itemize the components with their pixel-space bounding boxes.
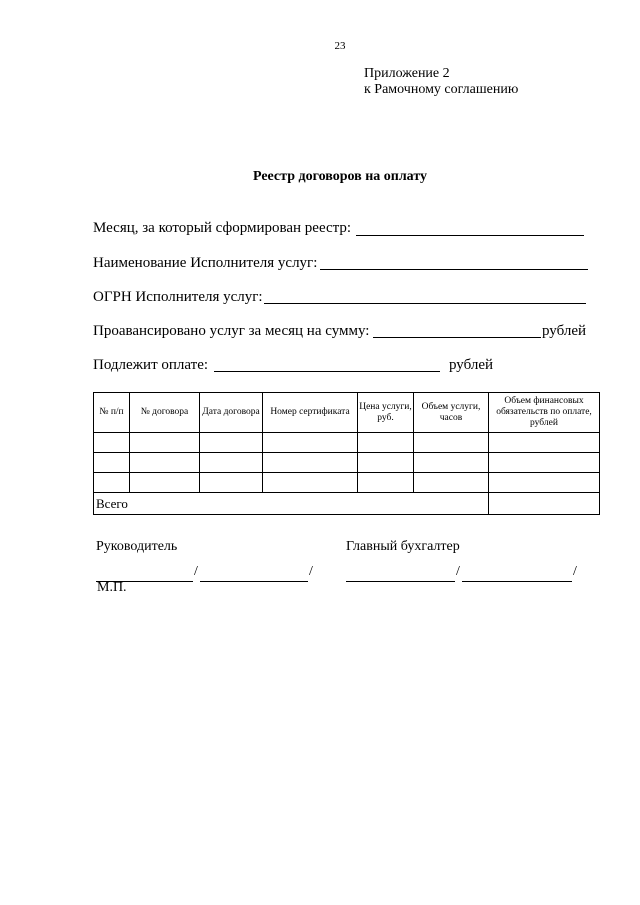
head-slash-1: / [194,564,198,579]
accountant-signature-line [346,581,455,582]
table-cell [130,433,200,453]
chief-accountant-label: Главный бухгалтер [346,539,460,554]
header-contract-number: № договора [130,393,200,433]
table-cell [414,473,489,493]
table-cell [94,433,130,453]
head-slash-2: / [309,564,313,579]
total-value-cell [489,493,600,515]
header-service-price: Цена услуги, руб. [358,393,414,433]
head-name-line [200,581,308,582]
table-cell [263,473,358,493]
page-number: 23 [334,40,346,52]
table-cell [130,453,200,473]
table-cell [489,453,600,473]
table-cell [94,473,130,493]
advance-label: Проавансировано услуг за месяц на сумму: [93,323,370,339]
month-field-label: Месяц, за который сформирован реестр: [93,220,352,236]
register-table [93,392,600,515]
document-title: Реестр договоров на оплату [252,169,428,184]
accountant-name-line [462,581,572,582]
ogrn-line [264,303,586,304]
table-row [94,453,600,473]
table-cell [200,433,263,453]
month-field-line [356,235,584,236]
to-pay-unit: рублей [449,357,494,373]
accountant-slash-1: / [456,564,460,579]
table-cell [263,433,358,453]
table-cell [358,473,414,493]
advance-unit: рублей [542,323,587,339]
appendix-line-1: Приложение 2 [364,66,450,81]
header-contract-date: Дата договора [200,393,263,433]
executor-name-line [320,269,588,270]
table-cell [358,453,414,473]
table-cell [414,453,489,473]
advance-line [373,337,541,338]
table-cell [414,433,489,453]
table-cell [94,453,130,473]
table-cell [130,473,200,493]
total-row [94,493,600,515]
table-cell [489,433,600,453]
table-cell [358,433,414,453]
header-number: № п/п [94,393,130,433]
head-signature-label: Руководитель [96,539,178,554]
table-cell [200,473,263,493]
header-service-volume: Объем услуги, часов [414,393,489,433]
to-pay-line [214,371,440,372]
table-cell [200,453,263,473]
ogrn-label: ОГРН Исполнителя услуг: [93,289,263,305]
appendix-note [364,66,518,98]
table-row [94,473,600,493]
table-cell [489,473,600,493]
appendix-line-2: к Рамочному соглашению [364,82,519,97]
total-label: Всего [94,493,489,515]
header-certificate-number: Номер сертификата [263,393,358,433]
table-header-row [94,393,600,433]
header-financial-obligations: Объем финансовых обязательств по оплате, рублей [489,393,600,433]
to-pay-label: Подлежит оплате: [93,357,209,373]
accountant-slash-2: / [573,564,577,579]
table-cell [263,453,358,473]
table-row [94,433,600,453]
executor-name-label: Наименование Исполнителя услуг: [93,255,318,271]
stamp-place-label: М.П. [97,580,127,595]
